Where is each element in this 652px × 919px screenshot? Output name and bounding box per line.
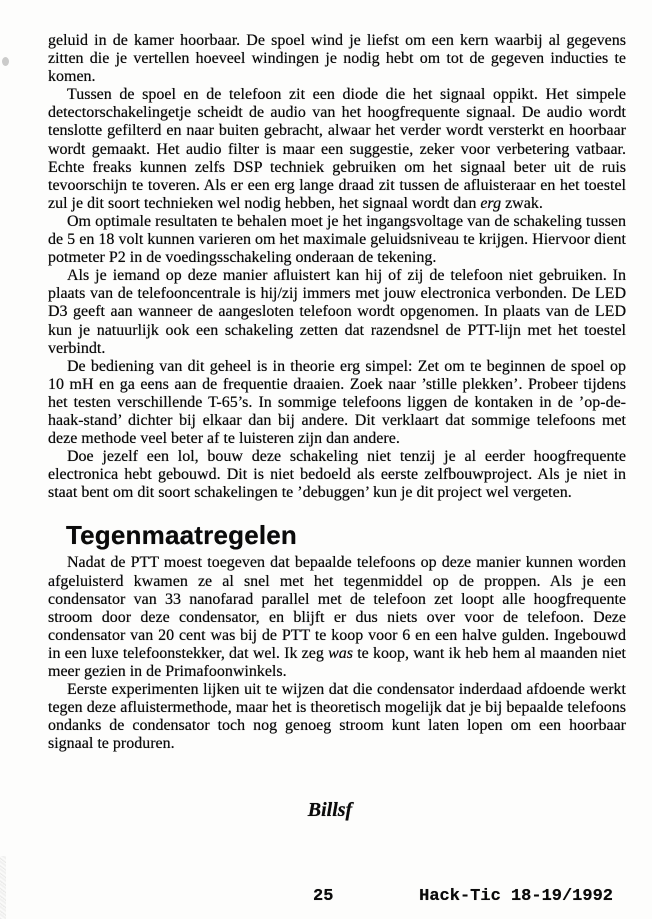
emphasized-text: erg xyxy=(480,194,502,212)
author-signature: Billsf xyxy=(307,799,353,821)
paragraph xyxy=(48,448,626,502)
issue-label: Hack-Tic 18-19/1992 xyxy=(419,887,613,906)
scan-artifact xyxy=(2,57,9,66)
body-text: De bediening van dit geheel is in theorie erg simpel: Zet om te beginnen de spoel op 10 mH en ga eens aan de frequentie draaien. Zoek naar ’stille plekken’. Probeer tijdens het testen verschillende T-65’s. In sommige telefoons liggen de kontaken in de ’op-de-haak-stand’ dichter bij elkaar dan bij andere. Dit verklaart dat sommige telefoons met deze methode veel beter af te luisteren zijn dan andere. xyxy=(48,357,626,448)
page-number: 25 xyxy=(313,887,334,906)
body-text: Tussen de spoel en de telefoon zit een diode die het signaal oppikt. Het simpele detectorschakelingetje scheidt de audio van het hoogfrequente signaal. De audio wordt tenslotte gefilterd en naar buiten gebracht, alwaar het verder wordt versterkt en hoorbaar wordt gemaakt. Het audio filter is maar een suggestie, zeker voor verbetering vatbaar. Echte freaks kunnen zelfs DSP techniek gebruiken om het signaal beter uit de ruis tevoorschijn te toveren. Als er een erg lange draad zit tussen de afluisteraar en het toestel zul je dit soort technieken wel nodig hebben, het signaal wordt dan xyxy=(48,86,626,212)
body-text: geluid in de kamer hoorbaar. De spoel wind je liefst om een kern waarbij al gegevens zitten die je vertellen hoeveel windingen je nodig hebt om tot de gegeven inducties te komen. xyxy=(48,32,626,86)
body-text: Om optimale resultaten te behalen moet je het ingangsvoltage van de schakeling tussen de 5 en 18 volt kunnen varieren om het maximale geluidsniveau te krijgen. Hiervoor dient potmeter P2 in de voedingsschakeling onderaan de tekening. xyxy=(48,212,626,267)
body-text: Eerste experimenten lijken uit te wijzen dat die condensator inderdaad afdoende werkt tegen deze afluistermethode, maar het is theoretisch mogelijk dat je bij bepaalde telefoons ondanks de condensator toch nog genoeg stroom kunt laten lopen om een hoorbaar signaal te produren. xyxy=(48,681,626,753)
body-text: te koop, want ik heb hem al maanden niet meer gezien in de Primafoonwinkels. xyxy=(48,644,627,680)
paragraph xyxy=(48,86,626,213)
emphasized-text: was xyxy=(328,644,354,662)
paragraph xyxy=(48,554,626,681)
body-text: Doe jezelf een lol, bouw deze schakeling niet tenzij je al eerder hoogfrequente electronica hebt gebouwd. Dit is niet bedoeld als eerste zelfbouwproject. Als je niet in staat bent om dit soort schakelingen te ’debuggen’ kun je dit project wel vergeten. xyxy=(48,448,626,502)
scan-artifact xyxy=(256,560,260,563)
scan-edge-noise xyxy=(0,856,6,919)
body-text: zwak. xyxy=(501,194,543,212)
paragraph xyxy=(48,267,626,357)
paragraph xyxy=(48,358,626,448)
paragraph xyxy=(48,32,626,86)
scan-artifact xyxy=(447,561,451,564)
body-text: Als je iemand op deze manier afluistert kan hij of zij de telefoon niet gebruiken. In plaats van de telefooncentrale is hij/zij immers met jouw electronica verbonden. De LED D3 geeft aan wanneer de aangesloten telefoon wordt opgenomen. In plaats van de LED kun je natuurlijk ook een schakeling zetten dat razendsnel de PTT-lijn met het toestel verbindt. xyxy=(48,267,626,357)
paragraph xyxy=(48,681,626,753)
page-footer xyxy=(0,887,652,909)
section-heading: Tegenmaatregelen xyxy=(66,520,298,551)
body-text: Nadat de PTT moest toegeven dat bepaalde telefoons op deze manier kunnen worden afgeluisterd kwamen ze al snel met het tegenmiddel op de proppen. Als je een condensator van 33 nanofarad parallel met de telefoon zet loopt alle hoogfrequente stroom door deze condensator, en blijft er dus niets over voor de telefoon. Deze condensator van 20 cent was bij de PTT te koop voor 6 en een halve gulden. Ingebouwd in een luxe telefoonstekker, dat wel. Ik zeg xyxy=(48,554,626,662)
paragraph xyxy=(48,213,626,267)
article-body xyxy=(48,32,626,753)
